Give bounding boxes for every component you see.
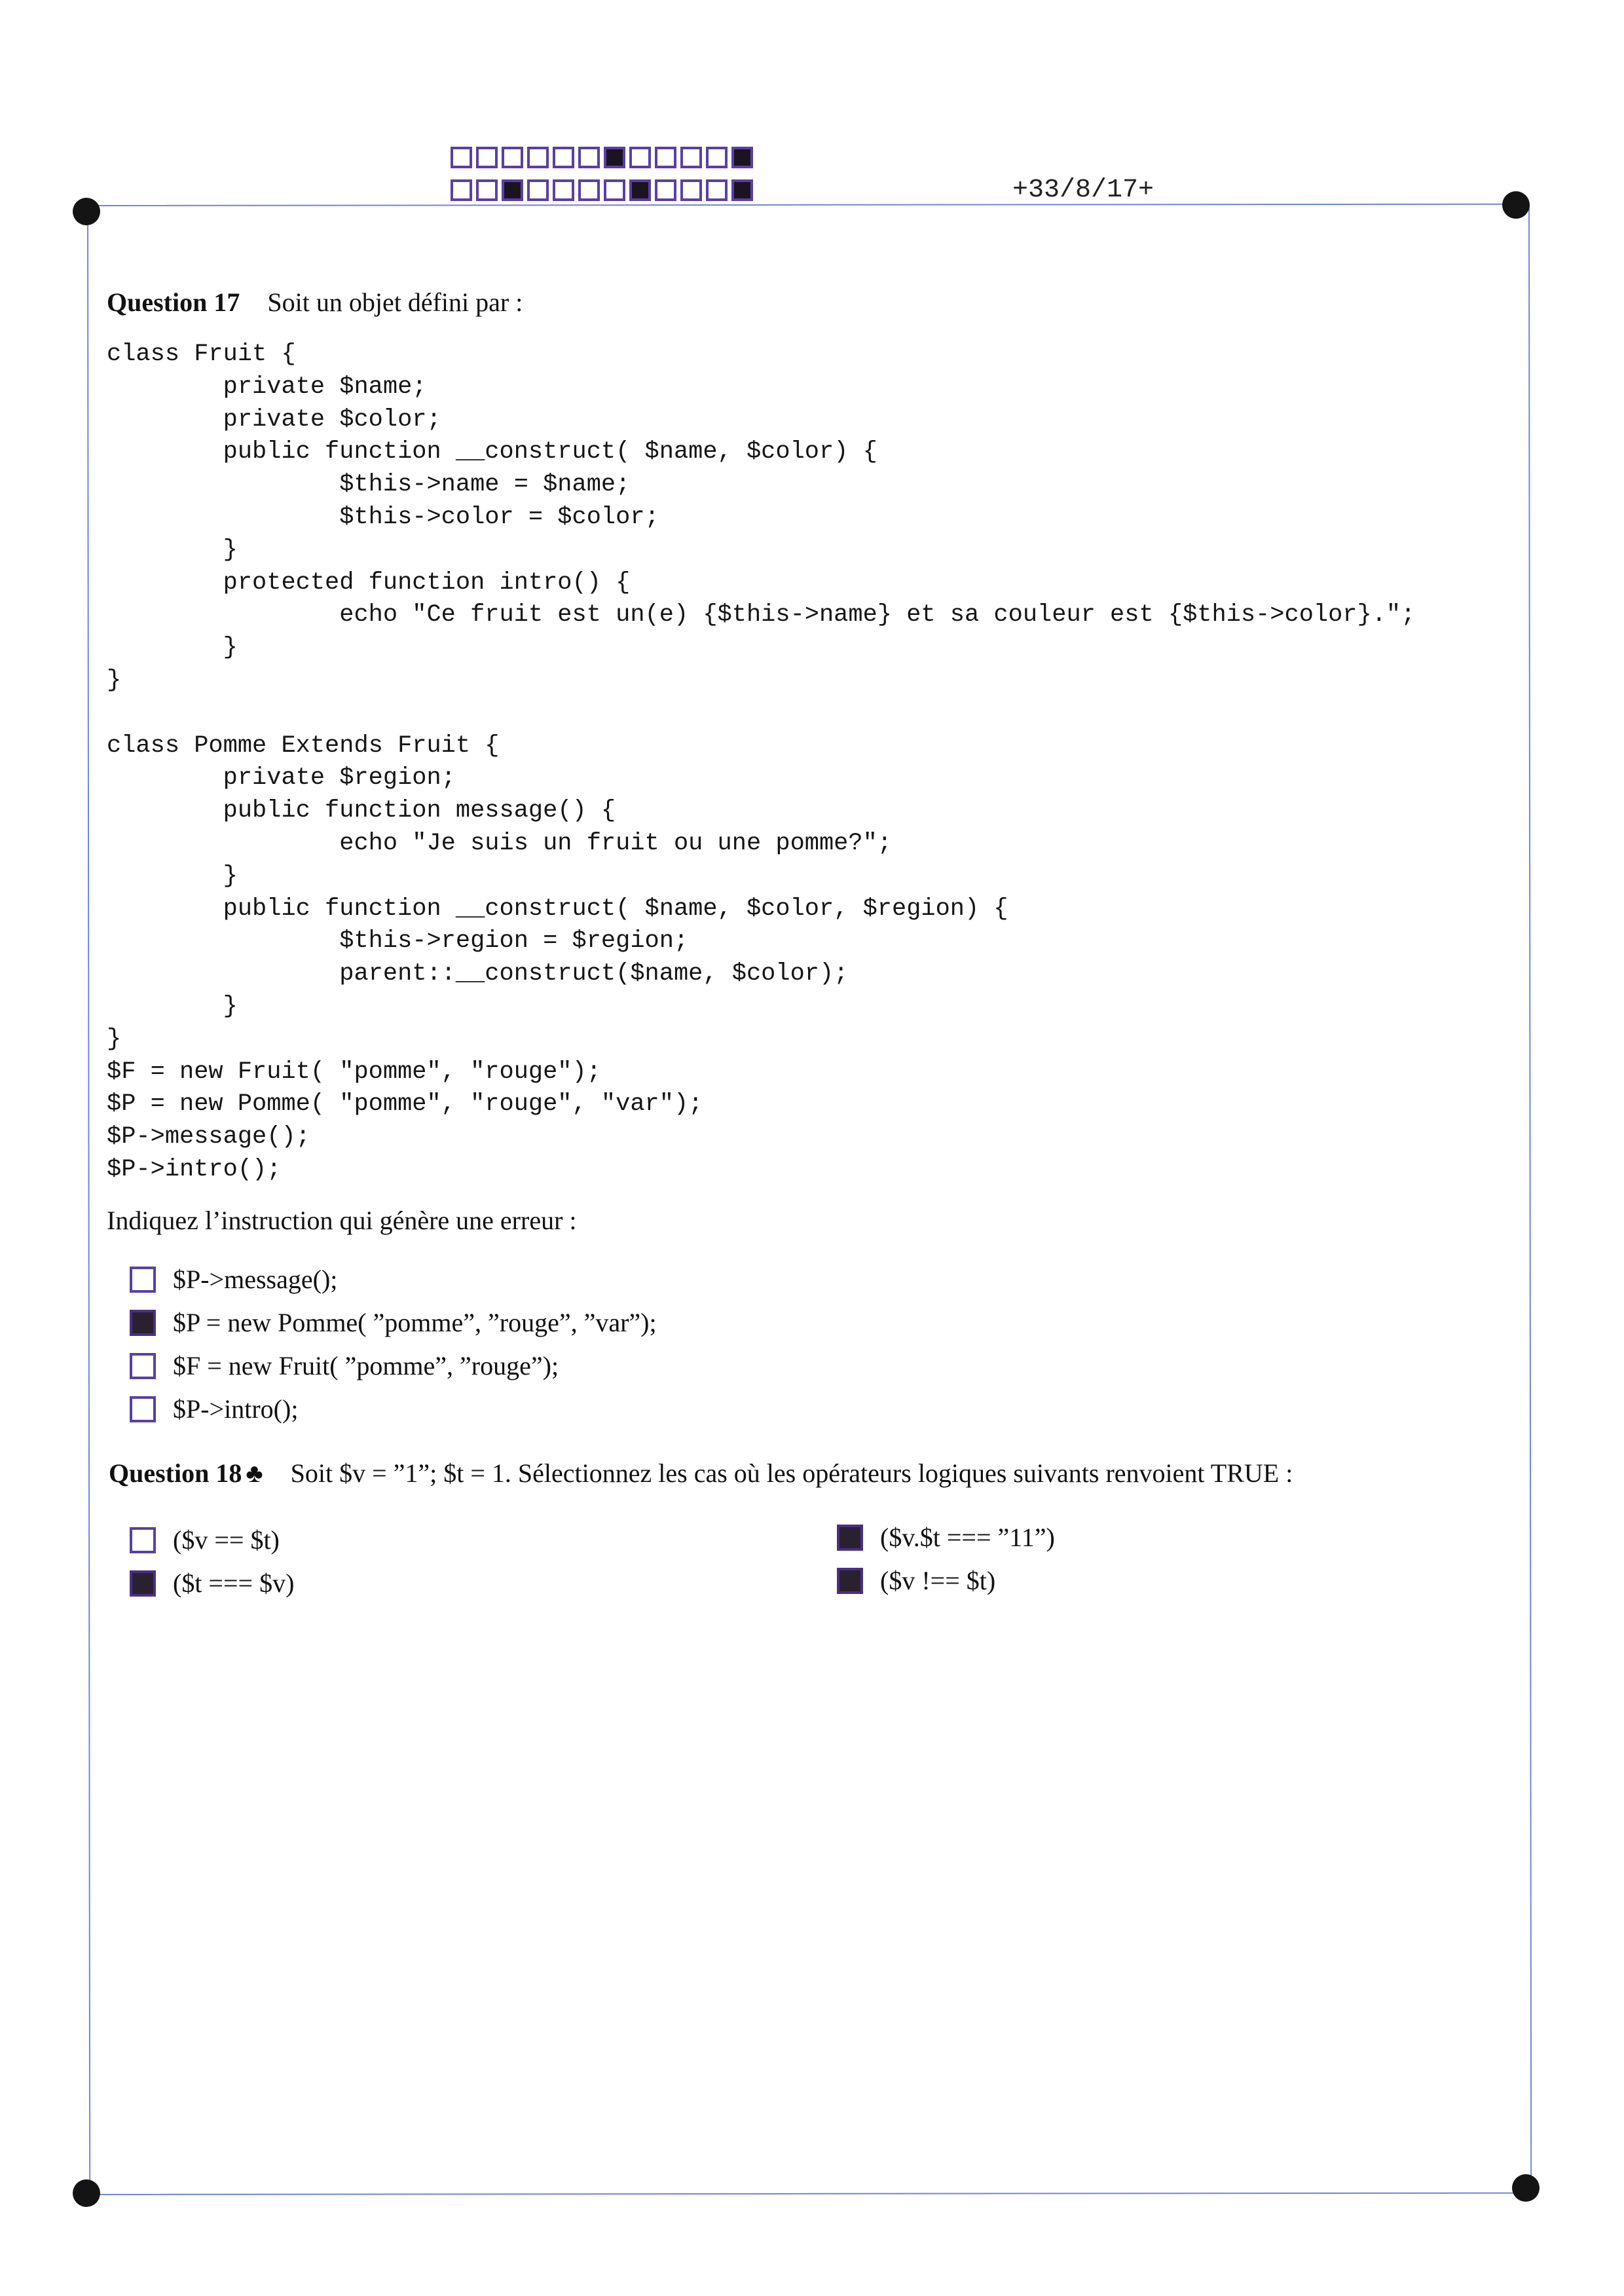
code-cell — [706, 147, 728, 168]
code-cell — [731, 147, 753, 168]
q17-answer-1-text: $P->message(); — [173, 1265, 338, 1294]
q18-answer-1-checkbox[interactable] — [130, 1527, 156, 1553]
code-cell — [476, 179, 498, 201]
q17-answer-2-checkbox[interactable] — [130, 1310, 156, 1336]
corner-marker-top-left — [73, 198, 100, 225]
q18-answer-3-checkbox[interactable] — [837, 1525, 863, 1551]
code-cell — [604, 147, 625, 168]
binary-code-row-1 — [451, 147, 757, 168]
q18-answer-3-text: ($v.$t === ”11”) — [880, 1523, 1055, 1552]
question-18-label — [109, 1458, 263, 1488]
code-cell — [527, 179, 549, 201]
question-17-instruction: Indiquez l’instruction qui génère une erreur : — [107, 1206, 577, 1235]
question-17-header — [107, 287, 523, 318]
page-id: +33/8/17+ — [1012, 176, 1154, 205]
question-17-label: Question 17 — [107, 287, 240, 317]
q18-answer-4-checkbox[interactable] — [837, 1568, 863, 1594]
q17-answer-3-checkbox[interactable] — [130, 1353, 156, 1379]
code-cell — [680, 147, 702, 168]
code-cell — [451, 147, 472, 168]
q18-answer-1[interactable] — [130, 1525, 280, 1555]
code-cell — [655, 147, 676, 168]
code-cell — [629, 179, 651, 201]
code-cell — [553, 179, 574, 201]
q18-answer-1-text: ($v == $t) — [173, 1525, 280, 1555]
question-18-header — [109, 1458, 1293, 1489]
q17-answer-3[interactable] — [130, 1350, 559, 1381]
q18-answer-2[interactable] — [130, 1568, 294, 1599]
corner-marker-bottom-right — [1512, 2174, 1540, 2202]
q17-answer-4-checkbox[interactable] — [130, 1396, 156, 1422]
q17-answer-2[interactable] — [130, 1307, 657, 1338]
q17-answer-3-text: $F = new Fruit( ”pomme”, ”rouge”); — [173, 1351, 559, 1380]
multiple-answer-club-icon: ♣ — [246, 1458, 263, 1488]
code-cell — [578, 147, 600, 168]
q18-answer-2-checkbox[interactable] — [130, 1570, 156, 1597]
code-cell — [451, 179, 472, 201]
code-cell — [502, 147, 523, 168]
q18-answer-4-text: ($v !== $t) — [880, 1566, 996, 1595]
code-cell — [604, 179, 625, 201]
question-18-label-text: Question 18 — [109, 1458, 242, 1488]
code-cell — [476, 147, 498, 168]
code-cell — [731, 179, 753, 201]
code-cell — [578, 179, 600, 201]
corner-marker-top-right — [1502, 191, 1530, 219]
q17-answer-4[interactable] — [130, 1394, 298, 1424]
q17-answer-4-text: $P->intro(); — [173, 1394, 299, 1424]
q18-answer-3[interactable] — [837, 1522, 1055, 1553]
q18-answer-4[interactable] — [837, 1565, 995, 1596]
php-code-block: class Fruit { private $name; private $color; public function __construct( $name, $color) { $this->name = $name; $this->color = $color; } protected function intro() { echo "Ce fruit est un(e) {$this->name} et sa couleur est {$this->color}."; } } class Pomme Extends Fruit { private $region; public function message() { echo "Je suis un fruit ou une pomme?"; } public function __construct( $name, $color, $region) { $this->region = $region; parent::__construct($name, $color); } } $F = new Fruit( "pomme", "rouge"); $P = new Pomme( "pomme", "rouge", "var"); $P->message(); $P->intro(); — [107, 341, 1416, 1183]
corner-marker-bottom-left — [73, 2179, 100, 2207]
binary-code-row-2 — [451, 179, 757, 201]
question-18-text: Soit $v = ”1”; $t = 1. Sélectionnez les cas où les opérateurs logiques suivants renvoient TRUE : — [290, 1458, 1293, 1488]
code-cell — [629, 147, 651, 168]
code-cell — [502, 179, 523, 201]
code-cell — [553, 147, 574, 168]
code-cell — [680, 179, 702, 201]
code-cell — [527, 147, 549, 168]
q17-answer-2-text: $P = new Pomme( ”pomme”, ”rouge”, ”var”); — [173, 1308, 657, 1337]
code-cell — [655, 179, 676, 201]
code-cell — [706, 179, 728, 201]
q17-answer-1-checkbox[interactable] — [130, 1267, 156, 1293]
q17-answer-1[interactable] — [130, 1264, 337, 1295]
question-17-text: Soit un objet défini par : — [267, 287, 523, 317]
q18-answer-2-text: ($t === $v) — [173, 1568, 295, 1598]
